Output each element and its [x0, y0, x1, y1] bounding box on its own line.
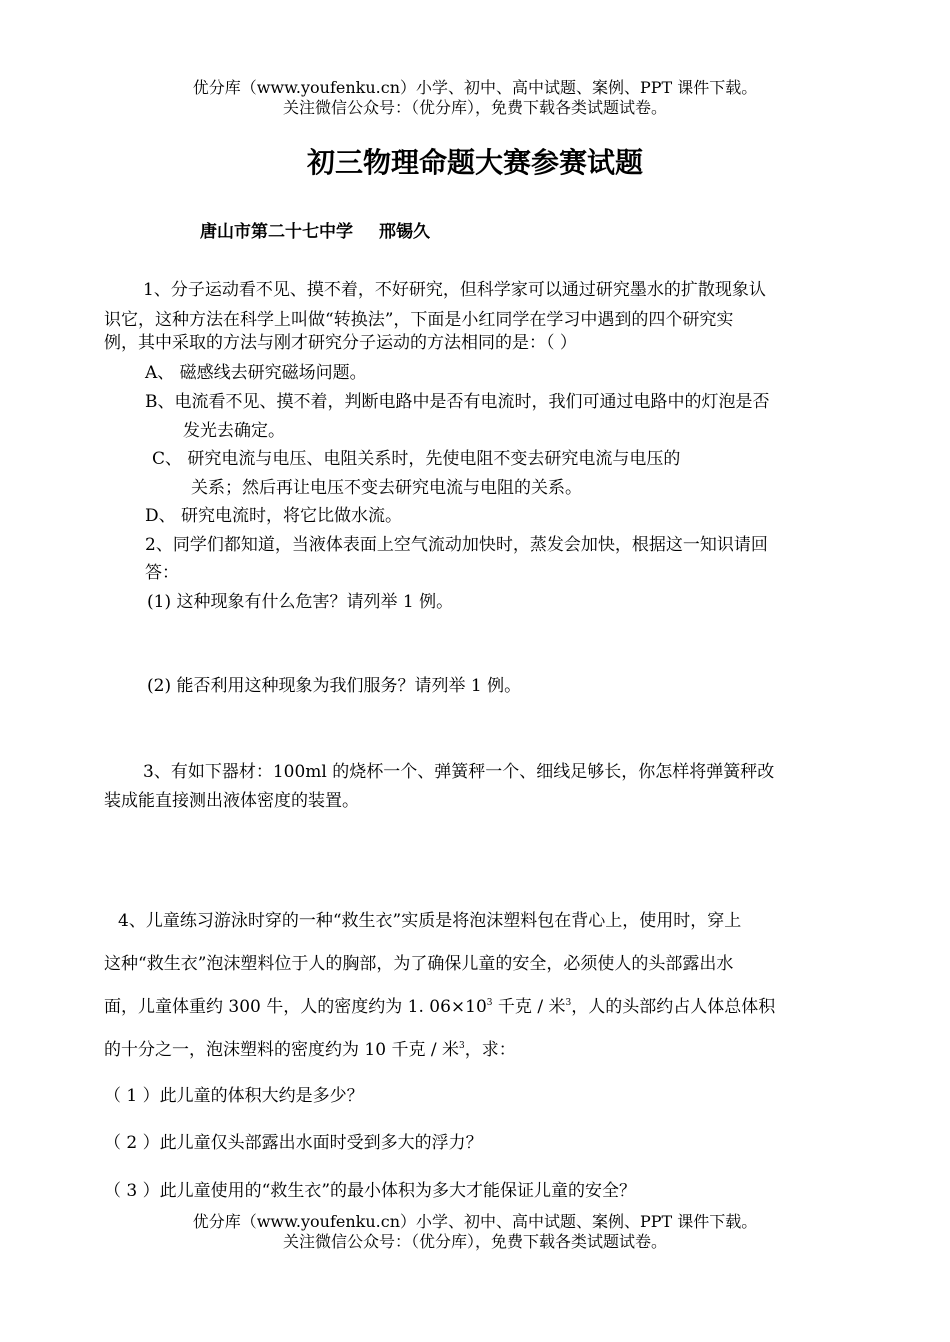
q4-stem-line-2: 这种“救生衣”泡沫塑料位于人的胸部，为了确保儿童的安全，必须使人的头部露出水	[104, 954, 734, 974]
q1-option-c-line-1: C、 研究电流与电压、电阻关系时，先使电阻不变去研究电流与电压的	[152, 449, 681, 469]
q1-option-a: A、 磁感线去研究磁场问题。	[145, 363, 367, 383]
header-line-2: 关注微信公众号：（优分库），免费下载各类试题试卷。	[282, 98, 667, 117]
footer-line-1: 优分库（www.youfenku.cn）小学、初中、高中试题、案例、PPT 课件下载。	[192, 1212, 758, 1231]
q1-stem-line-1: 1、分子运动看不见、摸不着，不好研究，但科学家可以通过研究墨水的扩散现象认	[143, 280, 766, 300]
q1-stem-line-2: 识它，这种方法在科学上叫做“转换法”，下面是小红同学在学习中遇到的四个研究实	[104, 310, 734, 330]
q4-stem-line-4: 的十分之一，泡沫塑料的密度约为 10 千克 / 米$^3$，求：	[104, 1040, 516, 1060]
q4-exponent: 3	[565, 998, 572, 1008]
q4-stem-line-1: 4、儿童练习游泳时穿的一种“救生衣”实质是将泡沫塑料包在背心上，使用时，穿上	[118, 911, 742, 931]
footer-line-2: 关注微信公众号：（优分库），免费下载各类试题试卷。	[282, 1232, 667, 1251]
q2-sub-question-1: (1) 这种现象有什么危害？请列举 1 例。	[147, 592, 454, 612]
q4-exponent: 3	[486, 998, 493, 1008]
page-title: 初三物理命题大赛参赛试题	[306, 146, 643, 179]
q3-stem-line-2: 装成能直接测出液体密度的装置。	[104, 791, 359, 811]
q3-stem-line-1: 3、有如下器材：100ml 的烧杯一个、弹簧秤一个、细线足够长，你怎样将弹簧秤改	[143, 762, 775, 782]
q1-stem-line-3: 例，其中采取的方法与刚才研究分子运动的方法相同的是：（ ）	[104, 333, 577, 353]
q1-option-b-line-1: B、电流看不见、摸不着，判断电路中是否有电流时，我们可通过电路中的灯泡是否	[145, 392, 770, 412]
author-name: 邢锡久	[379, 222, 430, 242]
q2-sub-question-2: (2) 能否利用这种现象为我们服务？请列举 1 例。	[147, 676, 522, 696]
author-school: 唐山市第二十七中学	[200, 222, 353, 242]
q2-stem-line-2: 答：	[145, 563, 179, 583]
q4-stem-line-3: 面，儿童体重约 300 牛，人的密度约为 1. $06\times 10^3$ 千克 / 米$^3$，人的头部约占人体总体积	[104, 997, 776, 1017]
q4-sub-question-3: （ 3 ）此儿童使用的“救生衣”的最小体积为多大才能保证儿童的安全？	[104, 1181, 637, 1201]
q1-option-b-line-2: 发光去确定。	[183, 421, 285, 441]
author-line	[200, 221, 430, 243]
q4-sub-question-2: （ 2 ）此儿童仅头部露出水面时受到多大的浮力？	[104, 1133, 483, 1153]
q2-stem-line-1: 2、同学们都知道，当液体表面上空气流动加快时，蒸发会加快，根据这一知识请回	[145, 535, 768, 555]
q1-option-d: D、 研究电流时，将它比做水流。	[145, 506, 403, 526]
q1-option-c-line-2: 关系；然后再让电压不变去研究电流与电阻的关系。	[191, 478, 582, 498]
header-line-1: 优分库（www.youfenku.cn）小学、初中、高中试题、案例、PPT 课件下载。	[192, 78, 758, 97]
q4-exponent: 3	[458, 1041, 465, 1051]
q4-sub-question-1: （ 1 ）此儿童的体积大约是多少？	[104, 1086, 364, 1106]
